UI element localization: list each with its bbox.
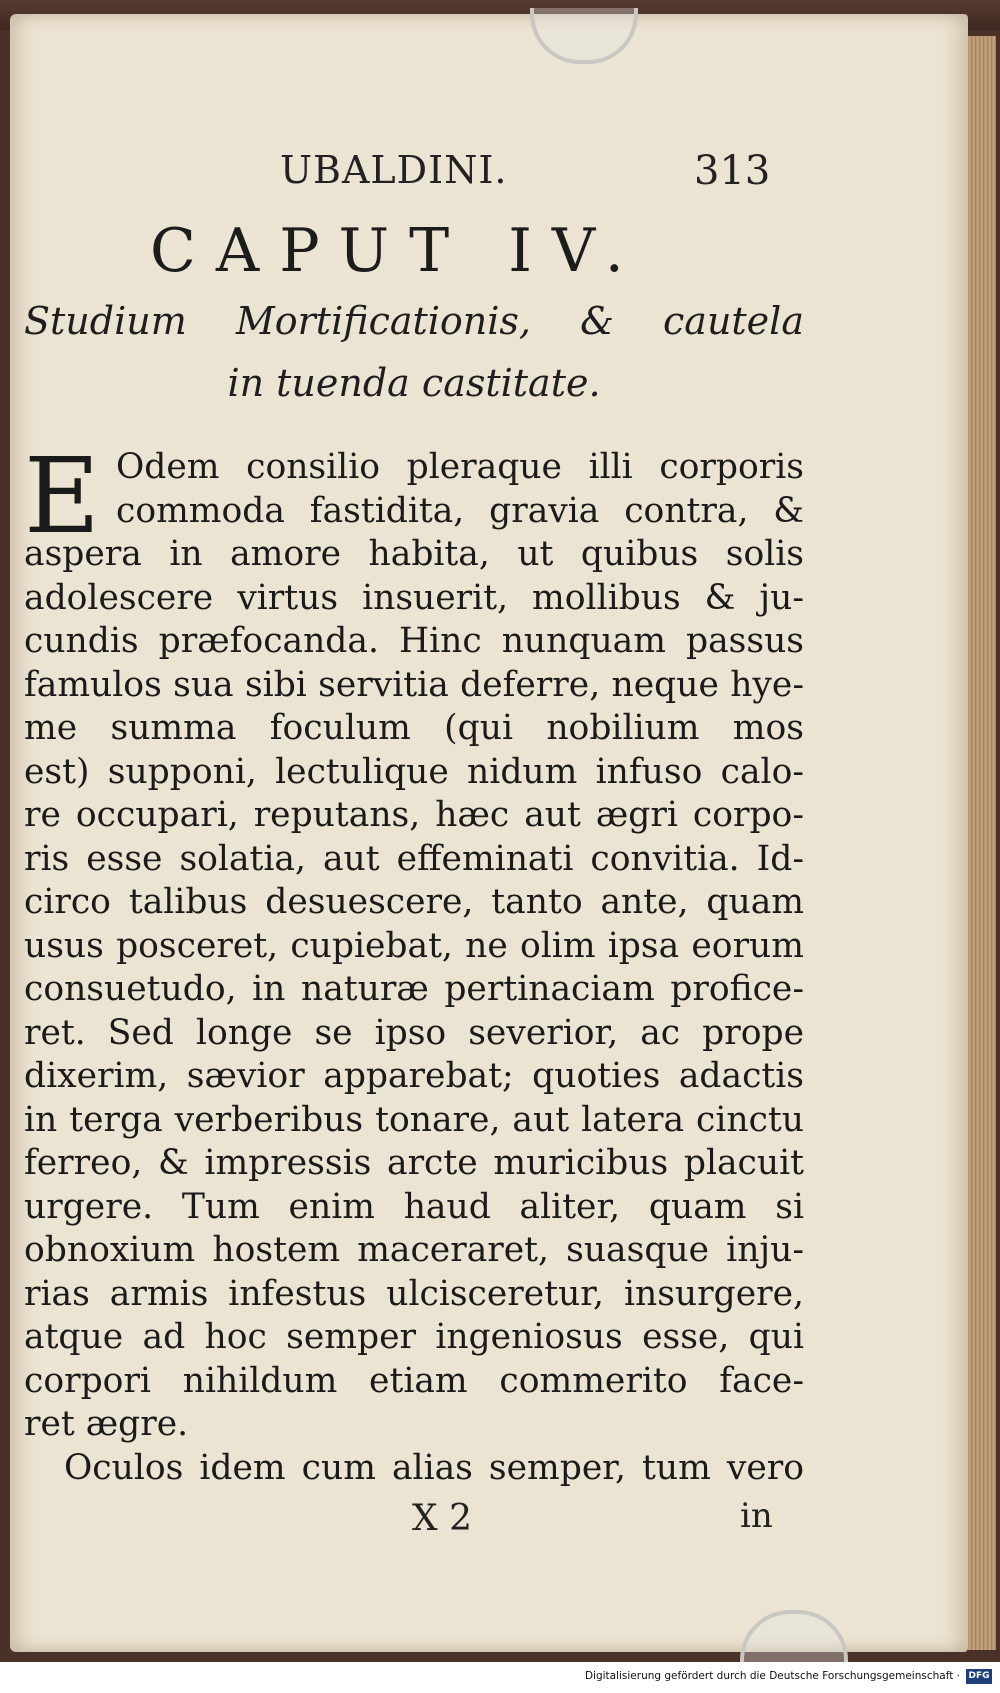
text-line: aspera in amore habita, ut quibus solis [24, 534, 804, 574]
body-text [24, 435, 804, 1490]
subtitle-word: Studium [24, 299, 187, 343]
subtitle-word: cautela [663, 299, 804, 343]
text-line: est) supponi, lectulique nidum infuso calo- [24, 751, 804, 792]
text-line: ferreo, & impressis arcte muricibus placuit [24, 1143, 804, 1183]
signature-mark: X 2 [412, 1498, 472, 1539]
page-edges [968, 36, 996, 1650]
text-line: circo talibus desuescere, tanto ante, quam [24, 882, 804, 922]
text-line: ris esse solatia, aut effeminati convitia. Id- [24, 838, 804, 879]
dfg-logo: DFG [966, 1669, 992, 1684]
text-line: in terga verberibus tonare, aut latera cinctu [24, 1099, 804, 1140]
subtitle-line-1 [24, 290, 804, 352]
text-line: commoda fastidita, gravia contra, & [116, 490, 804, 531]
running-head-title: UBALDINI. [280, 148, 508, 192]
text-line: ret ægre. [24, 1404, 189, 1444]
drop-cap: E [24, 435, 100, 557]
subtitle-line-2: in tuenda castitate. [227, 361, 601, 405]
catchword: in [740, 1496, 773, 1536]
subtitle-word: Mortificationis, [235, 299, 532, 343]
text-line: adolescere virtus insuerit, mollibus & ju- [24, 577, 804, 618]
text-line: atque ad hoc semper ingeniosus esse, qui [24, 1317, 804, 1357]
text-line: dixerim, sævior apparebat; quoties adactis [24, 1056, 804, 1096]
text-line: obnoxium hostem maceraret, suasque inju- [24, 1230, 804, 1270]
text-line: re occupari, reputans, hæc aut ægri corpo- [24, 795, 804, 835]
text-line: usus posceret, cupiebat, ne olim ipsa eorum [24, 925, 804, 966]
text-line: famulos sua sibi servitia deferre, neque hye- [24, 664, 804, 705]
text-line: cundis præfocanda. Hinc nunquam passus [24, 621, 804, 661]
subtitle-word: & [580, 299, 614, 343]
footer-credit: Digitalisierung gefördert durch die Deutsche Forschungsgemeinschaft · [584, 1670, 960, 1682]
text-line: me summa foculum (qui nobilium mos [24, 708, 804, 748]
text-line: Odem consilio pleraque illi corporis [116, 447, 804, 487]
text-line: urgere. Tum enim haud aliter, quam si [24, 1186, 804, 1227]
digitization-footer [0, 1662, 1000, 1693]
chapter-subtitle [24, 290, 804, 414]
text-line: consuetudo, in naturæ pertinaciam profice- [24, 969, 804, 1009]
text-line: Oculos idem cum alias semper, tum vero [64, 1447, 804, 1488]
text-line: rias armis infestus ulcisceretur, insurgere, [24, 1273, 804, 1314]
chapter-heading: CAPUT IV. [150, 216, 644, 286]
text-line: ret. Sed longe se ipso severior, ac prope [24, 1012, 804, 1053]
text-line: corpori nihildum etiam commerito face- [24, 1360, 804, 1401]
page-number: 313 [694, 148, 771, 194]
